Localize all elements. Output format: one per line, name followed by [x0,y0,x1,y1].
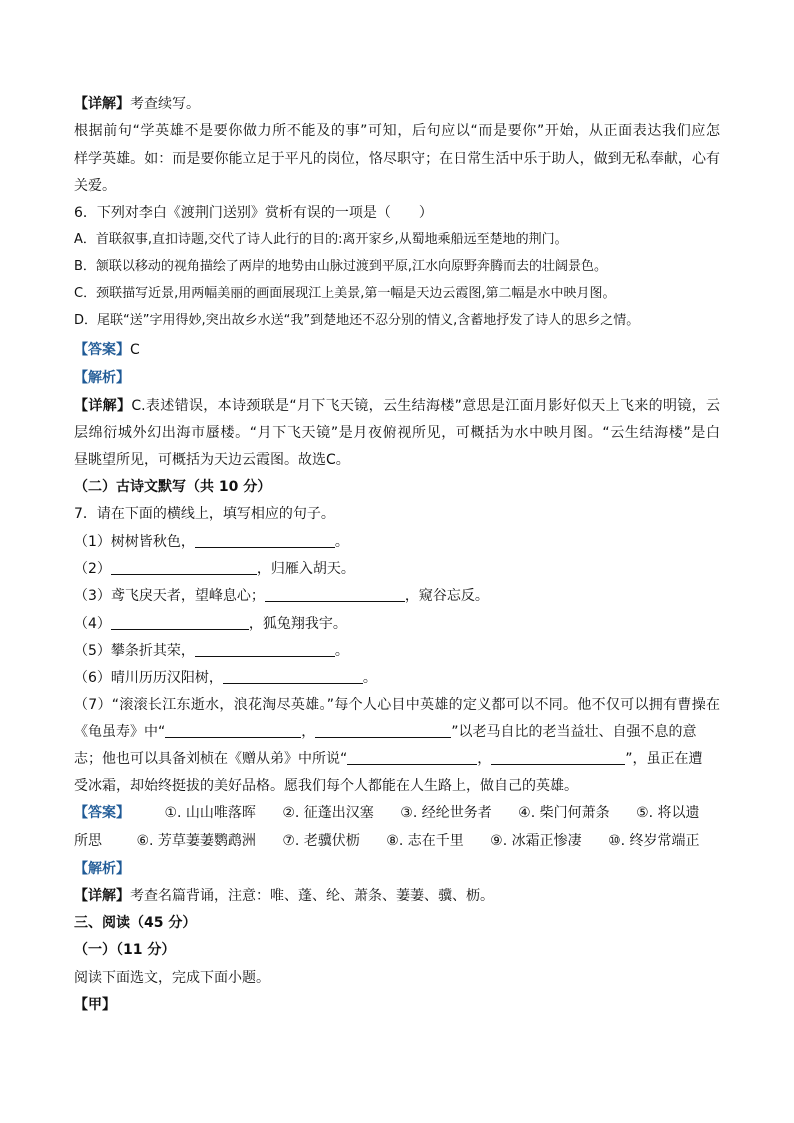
fill-blank[interactable] [223,668,363,684]
blank-2: （2） ，归雁入胡天。 [74,561,355,577]
blank-6: （6）晴川历历汉阳树， 。 [74,670,377,686]
detail-line: 【详解】C.表述错误，本诗颈联是“月下飞天镜，云生结海楼”意思是江面月影好似天上飞来的明镜，云 [74,398,720,414]
paragraph-line: 阅读下面选文，完成下面小题。 [74,970,270,986]
section-heading: （二）古诗文默写（共 10 分） [74,479,272,495]
fill-blank[interactable] [491,749,625,765]
fill-blank[interactable] [111,559,257,575]
paragraph-line: 层绵衍城外幻出海市蜃楼。“月下飞天镜”是月夜俯视所见，可概括为水中映月图。“云生结海楼”是白 [74,425,720,441]
analysis-label: 【解析】 [74,861,130,877]
option-a: A．首联叙事,直扣诗题,交代了诗人此行的目的:离开家乡,从蜀地乘船远至楚地的荆门。 [74,232,568,247]
answer-7: 【答案】 ①. 山山唯落晖 ②. 征蓬出汉塞 ③. 经纶世务者 ④. 柴门何萧条 ⑤. 将以遗 [74,805,700,821]
question-6: 6．下列对李白《渡荆门送别》赏析有误的一项是（ ） [74,205,433,221]
fill-blank[interactable] [165,722,301,738]
blank-3: （3）鸢飞戾天者，望峰息心； ，窥谷忘反。 [74,588,489,604]
answer-7-cont: 所思 ⑥. 芳草萋萋鹦鹉洲 ⑦. 老骥伏枥 ⑧. 志在千里 ⑨. 冰霜正惨凄 ⑩. 终岁常端正 [74,833,700,849]
fill-blank[interactable] [111,614,249,630]
paragraph-line: 关爱。 [74,178,116,194]
fill-blank[interactable] [347,749,477,765]
option-d: D．尾联“送”字用得妙,突出故乡水送“我”到楚地还不忍分别的情义,含蓄地抒发了诗人的思乡之情。 [74,313,640,328]
detail-line: 【详解】考查续写。 [74,96,200,112]
blank-1: （1）树树皆秋色， 。 [74,534,349,550]
blank-5: （5）攀条折其荣， 。 [74,643,349,659]
option-b: B．颔联以移动的视角描绘了两岸的地势由山脉过渡到平原,江水向原野奔腾而去的壮阔景色。 [74,259,608,274]
paragraph-line: 昼眺望所见，可概括为天边云霞图。故选C。 [74,452,350,468]
fill-blank[interactable] [315,722,451,738]
option-c: C．颈联描写近景,用两幅美丽的画面展现江上美景,第一幅是天边云霞图,第二幅是水中映月图。 [74,286,616,301]
paragraph-line: 根据前句“学英雄不是要你做力所不能及的事”可知，后句应以“而是要你”开始，从正面表达我们应怎 [74,123,720,139]
paragraph-line: 受冰霜，却始终挺拔的美好品格。愿我们每个人都能在人生路上，做自己的英雄。 [74,778,578,794]
section-heading: 三、阅读（45 分） [74,915,197,931]
fill-blank[interactable] [195,641,335,657]
blank-7-line: 志；他也可以具备刘桢在《赠从弟》中所说“ ， ”，虽正在遭 [74,751,703,767]
blank-7-line: 《龟虽寿》中“ ， ”以老马自比的老当益壮、自强不息的意 [74,724,697,740]
fill-blank[interactable] [265,586,405,602]
paragraph-line: 样学英雄。如：而是要你能立足于平凡的岗位，恪尽职守；在日常生活中乐于助人，做到无私奉献，心有 [74,151,720,167]
subsection-heading: （一）（11 分） [74,942,176,958]
question-7: 7．请在下面的横线上，填写相应的句子。 [74,506,335,522]
passage-label: 【甲】 [74,997,116,1013]
detail-line: 【详解】考查名篇背诵，注意：唯、蓬、纶、萧条、萋萋、骥、枥。 [74,888,494,904]
fill-blank[interactable] [195,532,335,548]
analysis-label: 【解析】 [74,370,130,386]
paragraph-line: （7）“滚滚长江东逝水，浪花淘尽英雄。”每个人心目中英雄的定义都可以不同。他不仅可以拥有曹操在 [74,697,720,713]
blank-4: （4） ，狐兔翔我宇。 [74,616,347,632]
answer-6: 【答案】C [74,342,140,358]
